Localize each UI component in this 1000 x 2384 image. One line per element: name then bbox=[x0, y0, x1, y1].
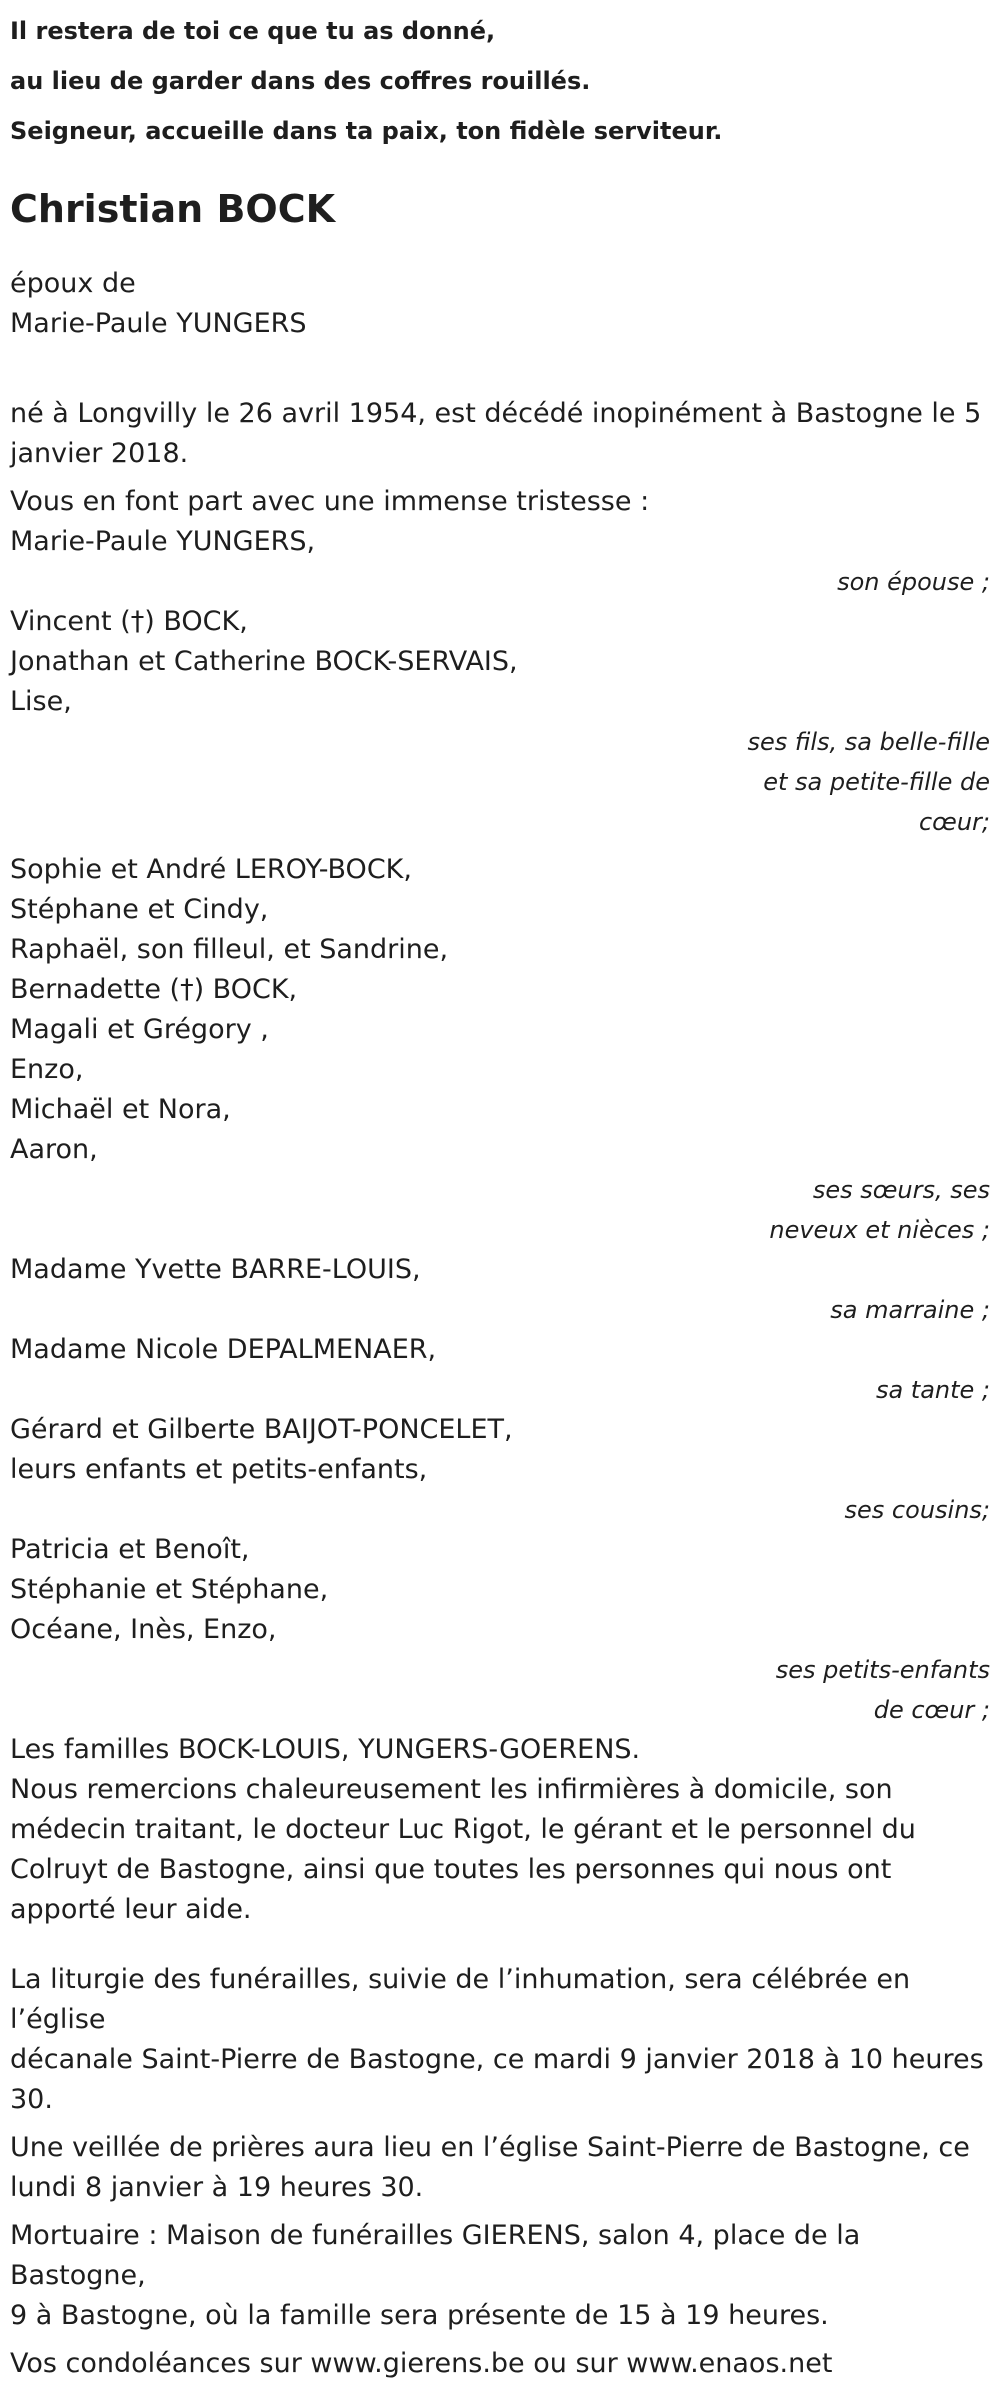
funeral-line: décanale Saint-Pierre de Bastogne, ce mardi 9 janvier 2018 à 10 heures bbox=[10, 2044, 984, 2075]
birth-death-line: janvier 2018. bbox=[10, 438, 189, 469]
mortuary-line: Mortuaire : Maison de funérailles GIERENS, salon 4, place de la Bastogne, bbox=[10, 2220, 861, 2291]
family-name: Vincent (†) BOCK, bbox=[10, 606, 248, 637]
relation-line: cœur; bbox=[918, 808, 990, 836]
family-name: leurs enfants et petits-enfants, bbox=[10, 1454, 428, 1485]
relation-line: ses fils, sa belle-fille bbox=[747, 728, 990, 756]
family-name: Raphaël, son filleul, et Sandrine, bbox=[10, 934, 449, 965]
vigil-line: lundi 8 janvier à 19 heures 30. bbox=[10, 2172, 424, 2203]
funeral-line: 30. bbox=[10, 2084, 53, 2115]
epigraph-line: Il restera de toi ce que tu as donné, bbox=[10, 17, 496, 45]
family-name: Gérard et Gilberte BAIJOT-PONCELET, bbox=[10, 1414, 513, 1445]
thanks-line: apporté leur aide. bbox=[10, 1894, 252, 1925]
mortuary-line: 9 à Bastogne, où la famille sera présente de 15 à 19 heures. bbox=[10, 2300, 829, 2331]
family-name: Océane, Inès, Enzo, bbox=[10, 1614, 277, 1645]
relation-line: neveux et nièces ; bbox=[769, 1216, 990, 1244]
family-name: Madame Nicole DEPALMENAER, bbox=[10, 1334, 437, 1365]
relation-line: ses sœurs, ses bbox=[812, 1176, 990, 1204]
funeral-line: La liturgie des funérailles, suivie de l’inhumation, sera célébrée en l’église bbox=[10, 1964, 911, 2035]
deceased-name: Christian BOCK bbox=[10, 187, 336, 231]
epigraph-line: au lieu de garder dans des coffres rouillés. bbox=[10, 67, 591, 95]
relation-label: ses cousins; bbox=[844, 1496, 990, 1524]
epigraph bbox=[10, 0, 990, 156]
spouse-name: Marie-Paule YUNGERS bbox=[10, 308, 307, 339]
family-name: Marie-Paule YUNGERS, bbox=[10, 526, 316, 557]
relation-line: ses petits-enfants bbox=[775, 1656, 990, 1684]
family-name: Aaron, bbox=[10, 1134, 98, 1165]
announcement: Vous en font part avec une immense tristesse : bbox=[10, 486, 650, 517]
families-line: Les familles BOCK-LOUIS, YUNGERS-GOERENS. bbox=[10, 1734, 641, 1765]
family-name: Lise, bbox=[10, 686, 72, 717]
spouse-intro: époux de bbox=[10, 268, 136, 299]
relation-line: et sa petite-fille de bbox=[763, 768, 990, 796]
family-name: Madame Yvette BARRE-LOUIS, bbox=[10, 1254, 421, 1285]
birth-death-line: né à Longvilly le 26 avril 1954, est décédé inopinément à Bastogne le 5 bbox=[10, 398, 982, 429]
family-name: Magali et Grégory , bbox=[10, 1014, 269, 1045]
relation-label: sa marraine ; bbox=[830, 1296, 990, 1324]
family-name: Bernadette (†) BOCK, bbox=[10, 974, 298, 1005]
relation-label bbox=[10, 1650, 990, 1730]
epigraph-line: Seigneur, accueille dans ta paix, ton fidèle serviteur. bbox=[10, 117, 723, 145]
relation-label: son épouse ; bbox=[837, 568, 990, 596]
thanks-line: Nous remercions chaleureusement les infirmières à domicile, son bbox=[10, 1774, 893, 1805]
family-name: Sophie et André LEROY-BOCK, bbox=[10, 854, 412, 885]
family-name: Stéphane et Cindy, bbox=[10, 894, 269, 925]
relation-label bbox=[10, 722, 990, 842]
thanks-line: Colruyt de Bastogne, ainsi que toutes les personnes qui nous ont bbox=[10, 1854, 892, 1885]
relation-label bbox=[10, 1170, 990, 1250]
family-name: Stéphanie et Stéphane, bbox=[10, 1574, 329, 1605]
family-name: Patricia et Benoît, bbox=[10, 1534, 250, 1565]
vigil-line: Une veillée de prières aura lieu en l’église Saint-Pierre de Bastogne, ce bbox=[10, 2132, 970, 2163]
family-name: Michaël et Nora, bbox=[10, 1094, 231, 1125]
thanks-line: médecin traitant, le docteur Luc Rigot, le gérant et le personnel du bbox=[10, 1814, 916, 1845]
family-name: Jonathan et Catherine BOCK-SERVAIS, bbox=[10, 646, 518, 677]
condolences-line: Vos condoléances sur www.gierens.be ou sur www.enaos.net bbox=[10, 2348, 833, 2379]
relation-label: sa tante ; bbox=[875, 1376, 990, 1404]
relation-line: de cœur ; bbox=[873, 1696, 990, 1724]
family-name: Enzo, bbox=[10, 1054, 84, 1085]
